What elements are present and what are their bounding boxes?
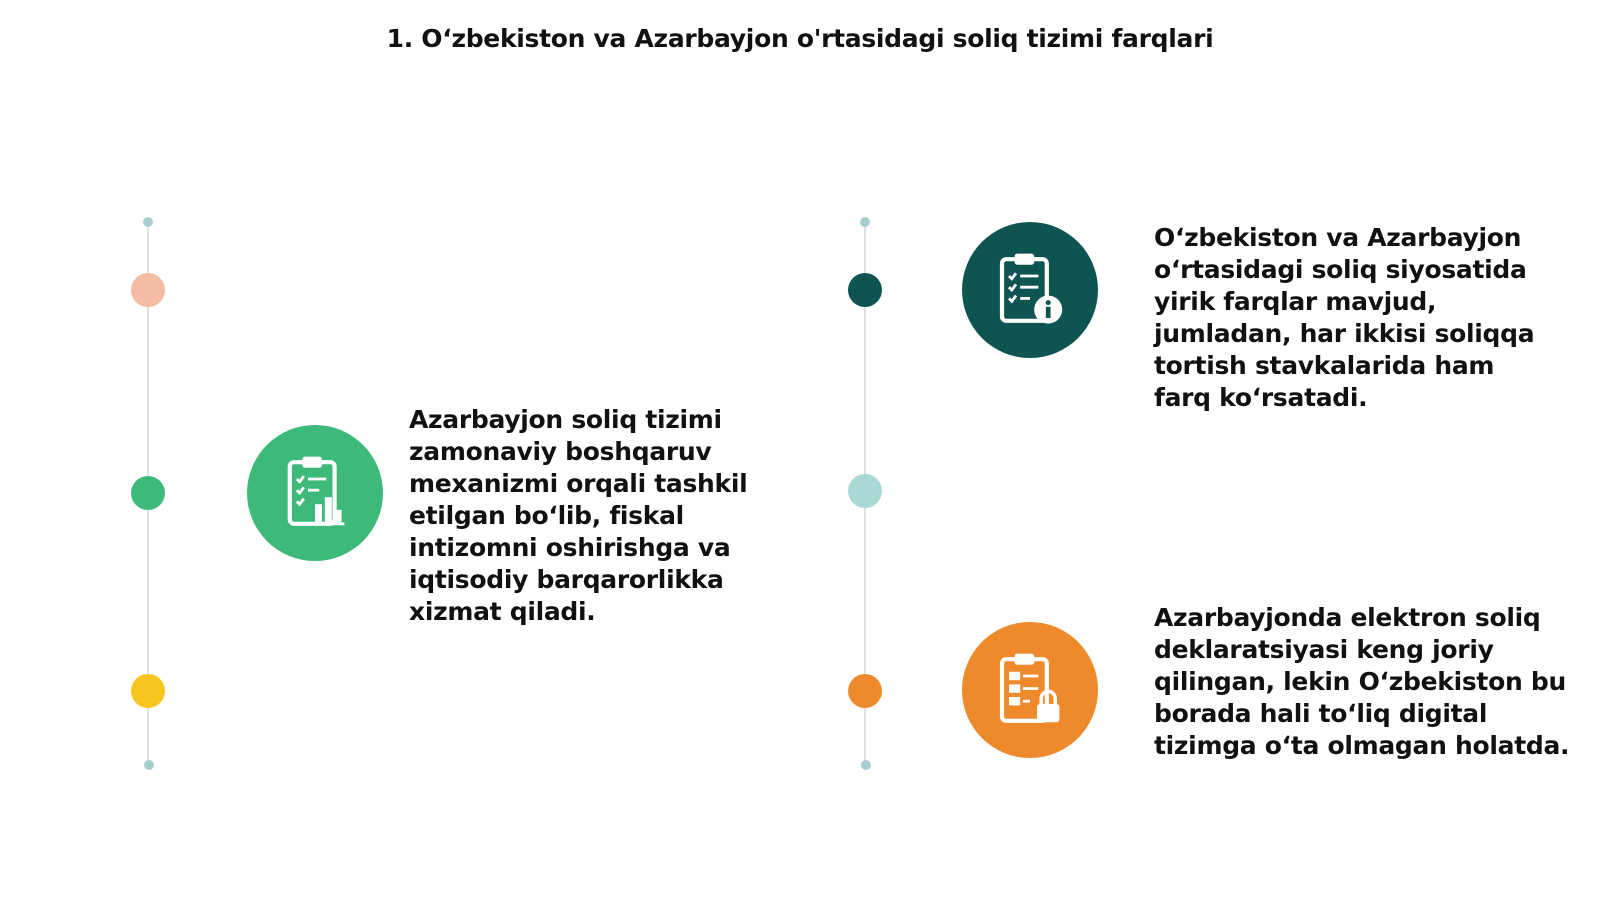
timeline-start-dot	[143, 217, 153, 227]
timeline-start-dot	[860, 217, 870, 227]
timeline-end-dot	[144, 760, 154, 770]
page-title: 1. Oʻzbekiston va Azarbayjon o'rtasidagi soliq tizimi farqlari	[386, 24, 1214, 53]
badge-clipboard-info	[962, 222, 1098, 358]
item-text-2: Oʻzbekiston va Azarbayjon oʻrtasidagi soliq siyosatida yirik farqlar mavjud, jumladan, har ikkisi soliqqa tortish stavkalarida ham farq koʻrsatadi.	[1154, 223, 1535, 412]
badge-clipboard-chart	[247, 425, 383, 561]
clipboard-info-icon	[988, 248, 1072, 332]
item-text-1: Azarbayjon soliq tizimi zamonaviy boshqaruv mexanizmi orqali tashkil etilgan boʻlib, fiskal intizomni oshirishga va iqtisodiy barqarorlikka xizmat qiladi.	[409, 405, 748, 626]
timeline-dot-teal-light	[848, 474, 882, 508]
timeline-dot-orange	[848, 674, 882, 708]
clipboard-lock-icon	[988, 648, 1072, 732]
badge-clipboard-lock	[962, 622, 1098, 758]
timeline-dot-green	[131, 476, 165, 510]
item-text-3: Azarbayjonda elektron soliq deklaratsiyasi keng joriy qilingan, lekin Oʻzbekiston bu borada hali toʻliq digital tizimga oʻta olmagan holatda.	[1154, 603, 1570, 760]
timeline-dot-peach	[131, 273, 165, 307]
timeline-end-dot	[861, 760, 871, 770]
timeline-dot-yellow	[131, 674, 165, 708]
timeline-dot-teal-dark	[848, 273, 882, 307]
clipboard-chart-icon	[273, 451, 357, 535]
